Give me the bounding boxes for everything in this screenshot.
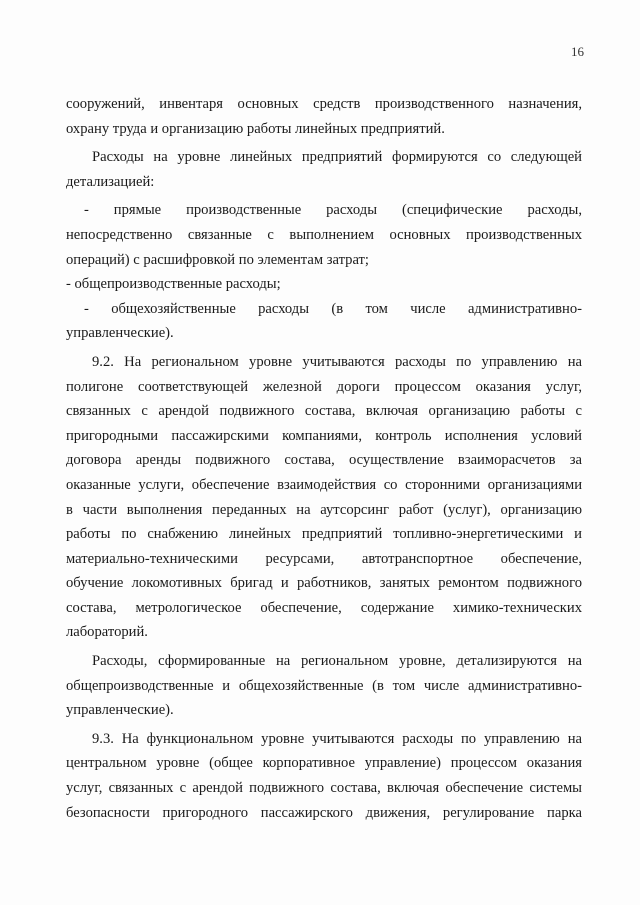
paragraph bbox=[66, 145, 582, 194]
text-line: связанных с арендой подвижного состава, включая организацию работы с bbox=[66, 403, 582, 420]
text-line: центральном уровне (общее корпоративное управление) процессом оказания bbox=[66, 755, 582, 772]
text-line: сооружений, инвентаря основных средств производственного назначения, bbox=[66, 96, 582, 112]
text-line: Расходы на уровне линейных предприятий формируются со следующей bbox=[92, 149, 582, 166]
text-line: Расходы, сформированные на региональном уровне, детализируются на bbox=[92, 653, 582, 670]
text-line: общепроизводственные и общехозяйственные (в том числе административно- bbox=[66, 677, 582, 694]
paragraph bbox=[66, 649, 582, 723]
paragraph bbox=[66, 350, 582, 645]
text-line: - общехозяйственные расходы (в том числе административно- bbox=[84, 300, 582, 317]
document-body bbox=[66, 92, 582, 825]
text-line: оказанные услуги, обеспечение взаимодействия со сторонними организациями bbox=[66, 476, 582, 493]
text-line: 9.2. На региональном уровне учитываются расходы по управлению на bbox=[92, 353, 582, 370]
text-line: услуг, связанных с арендой подвижного состава, включая обеспечение системы bbox=[66, 780, 582, 797]
text-line: охрану труда и организацию работы линейных предприятий. bbox=[66, 120, 445, 137]
text-line: безопасности пригородного пассажирского движения, регулирование парка bbox=[66, 804, 582, 821]
text-line: детализацией: bbox=[66, 173, 155, 190]
page-number: 16 bbox=[571, 44, 584, 59]
text-line: договора аренды подвижного состава, осуществление взаиморасчетов за bbox=[66, 452, 582, 469]
text-line: лабораторий. bbox=[66, 624, 148, 641]
text-line: обучение локомотивных бригад и работников, занятых ремонтом подвижного bbox=[66, 575, 582, 592]
text-line: пригородными пассажирскими компаниями, контроль исполнения условий bbox=[66, 427, 582, 444]
list-item bbox=[66, 198, 582, 272]
text-line: непосредственно связанные с выполнением основных производственных bbox=[66, 226, 582, 243]
paragraph bbox=[66, 727, 582, 825]
text-line: управленческие). bbox=[66, 325, 174, 342]
text-line: 9.3. На функциональном уровне учитываются расходы по управлению на bbox=[92, 730, 582, 747]
text-line: материально-техническими ресурсами, автотранспортное обеспечение, bbox=[66, 550, 582, 567]
text-line: состава, метрологическое обеспечение, содержание химико-технических bbox=[66, 599, 582, 616]
text-line: операций) с расшифровкой по элементам затрат; bbox=[66, 251, 369, 268]
list-item bbox=[66, 297, 582, 346]
text-line: полигоне соответствующей железной дороги процессом оказания услуг, bbox=[66, 378, 582, 395]
text-line: - прямые производственные расходы (специфические расходы, bbox=[84, 202, 582, 219]
list-item bbox=[66, 272, 582, 297]
paragraph bbox=[66, 92, 582, 141]
text-line: - общепроизводственные расходы; bbox=[66, 276, 281, 293]
text-line: в части выполнения переданных на аутсорсинг работ (услуг), организацию bbox=[66, 501, 582, 518]
text-line: работы по снабжению линейных предприятий топливно-энергетическими и bbox=[66, 526, 582, 543]
text-line: управленческие). bbox=[66, 702, 174, 719]
